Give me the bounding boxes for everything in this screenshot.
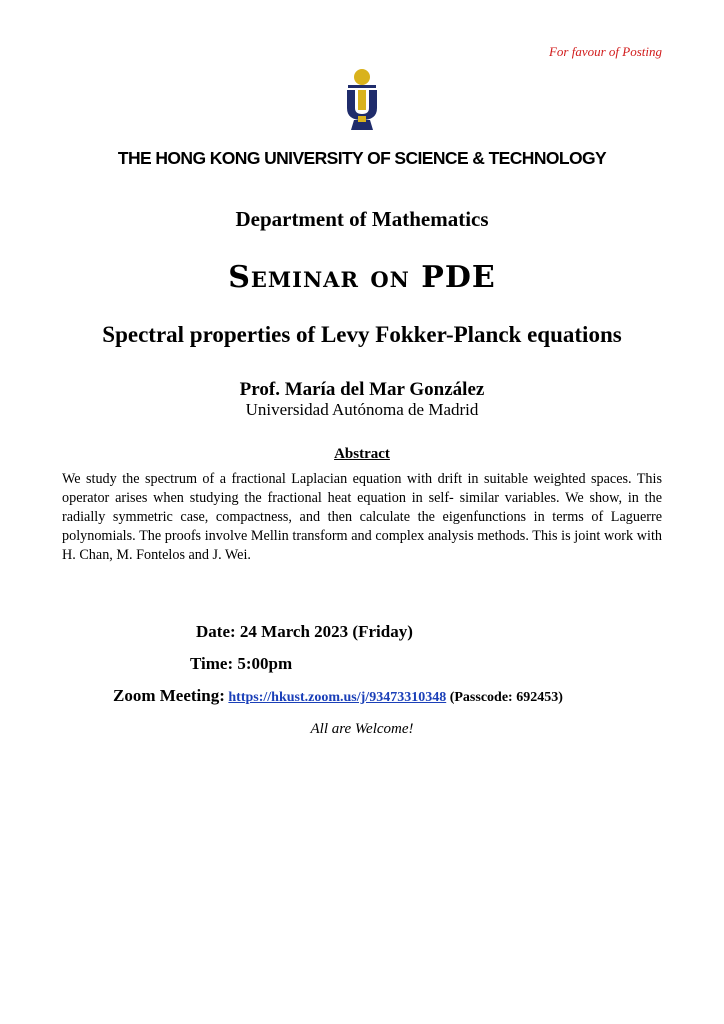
event-date: Date: 24 March 2023 (Friday) [196, 622, 413, 641]
seminar-title: Seminar on PDE [228, 260, 496, 295]
posting-note: For favour of Posting [548, 44, 662, 59]
welcome-note: All are Welcome! [310, 721, 414, 737]
speaker-affiliation: Universidad Autónoma de Madrid [245, 400, 479, 419]
abstract-heading: Abstract [334, 446, 390, 462]
university-logo [341, 68, 383, 132]
event-time: Time: 5:00pm [190, 654, 293, 673]
zoom-link[interactable]: https://hkust.zoom.us/j/93473310348 [228, 690, 447, 705]
institution-name: THE HONG KONG UNIVERSITY OF SCIENCE & TECHNOLOGY [117, 148, 607, 168]
zoom-meeting-line [113, 686, 563, 706]
speaker-name: Prof. María del Mar González [239, 379, 485, 400]
talk-title: Spectral properties of Levy Fokker-Planck equations [102, 322, 622, 347]
zoom-passcode: (Passcode: 692453) [449, 690, 563, 705]
abstract-text: We study the spectrum of a fractional Laplacian equation with drift in suitable weighted spaces. This operator arises when studying the fractional heat equation in self- similar variables. We show, in the radially symmetric case, compactness, and then calculate the eigenfunctions in terms of Laguerre polynomials. The proofs involve Mellin transform and complex analysis methods. This is joint work with H. Chan, M. Fontelos and J. Wei. [62, 471, 662, 563]
department-name: Department of Mathematics [235, 207, 489, 231]
zoom-label: Zoom Meeting: [113, 686, 225, 705]
